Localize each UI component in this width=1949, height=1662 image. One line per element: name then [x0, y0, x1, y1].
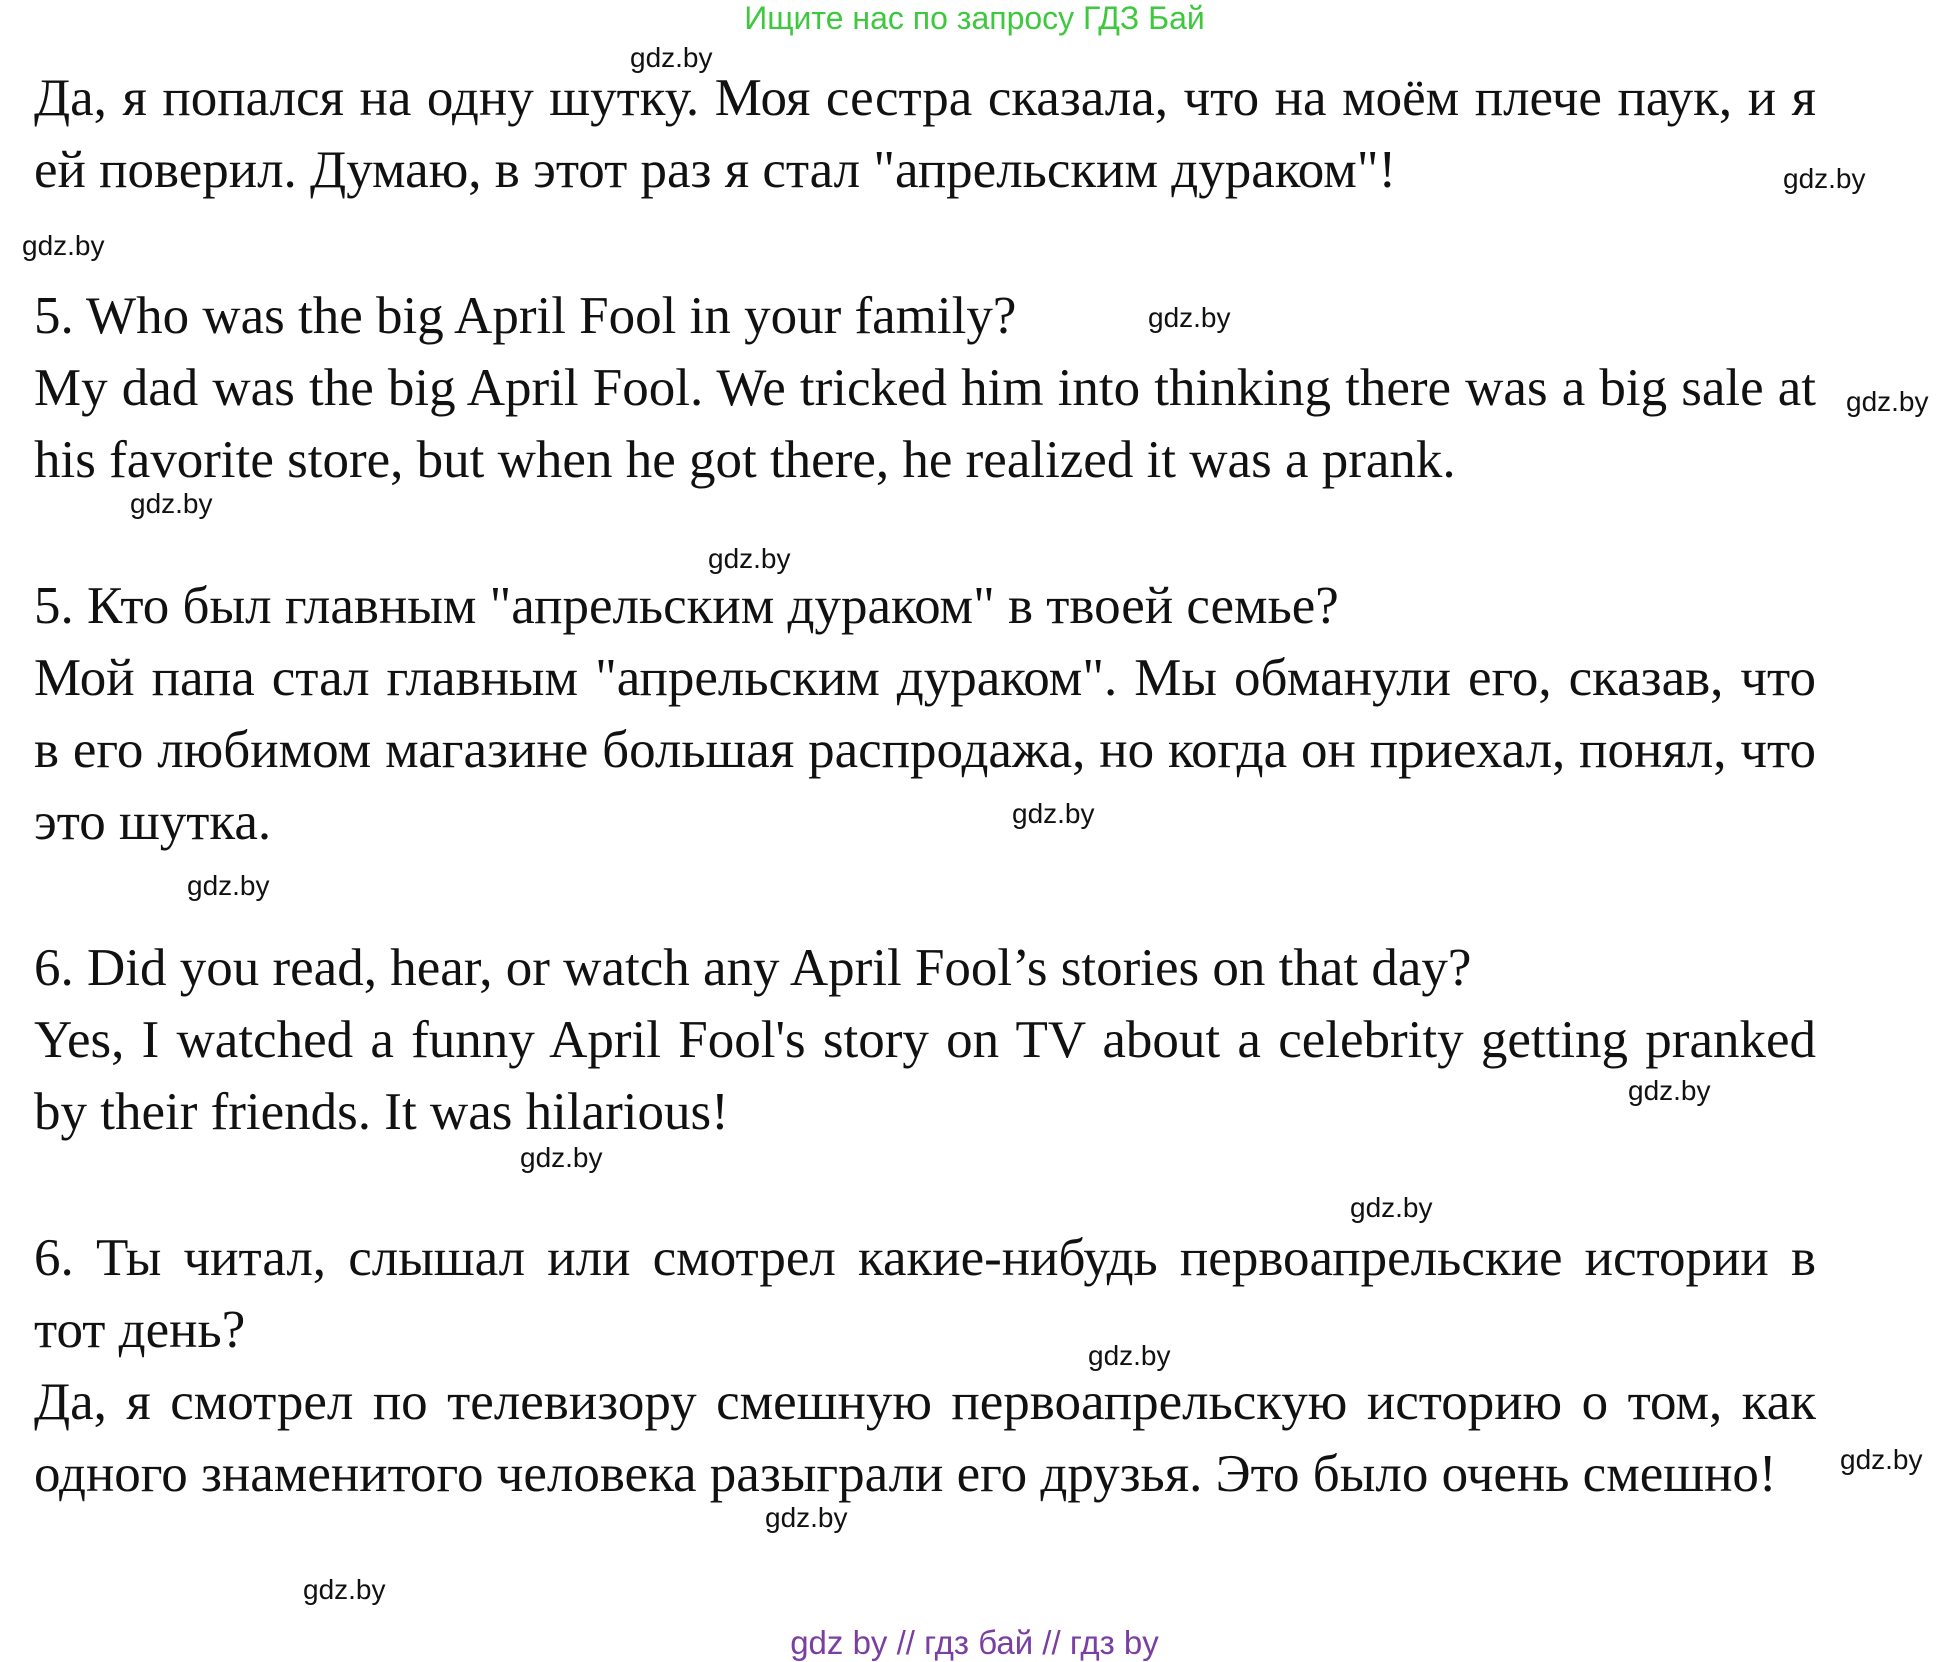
watermark: gdz.by — [520, 1142, 603, 1173]
question-6-ru-block — [34, 1222, 1816, 1510]
question-5-en-block — [34, 280, 1816, 496]
question-5-ru: 5. Кто был главным "апрельским дураком" в твоей семье? — [34, 577, 1339, 635]
watermark: gdz.by — [1350, 1192, 1433, 1223]
watermark: gdz.by — [130, 488, 213, 519]
answer-6-en: Yes, I watched a funny April Fool's story on TV about a celebrity getting pranked by their friends. It was hilarious! — [34, 1011, 1816, 1141]
watermark: gdz.by — [1012, 798, 1095, 829]
question-6-en-block — [34, 932, 1816, 1148]
watermark: gdz.by — [765, 1502, 848, 1533]
question-6-en: 6. Did you read, hear, or watch any April Fool’s stories on that day? — [34, 939, 1472, 997]
watermark: gdz.by — [22, 230, 105, 261]
watermark: gdz.by — [1148, 302, 1231, 333]
watermark: gdz.by — [1840, 1444, 1923, 1475]
watermark: gdz.by — [1846, 386, 1929, 417]
watermark: gdz.by — [708, 543, 791, 574]
watermark: gdz.by — [1628, 1075, 1711, 1106]
watermark: gdz.by — [630, 42, 713, 73]
question-5-en: 5. Who was the big April Fool in your family? — [34, 287, 1017, 345]
watermark: gdz.by — [303, 1574, 386, 1605]
answer-5-en: My dad was the big April Fool. We tricked him into thinking there was a big sale at his favorite store, but when he got there, he realized it was a prank. — [34, 359, 1816, 489]
watermark: gdz.by — [187, 870, 270, 901]
answer-6-ru: Да, я смотрел по телевизору смешную первоапрельскую историю о том, как одного знаменитого человека разыграли его друзья. Это было очень смешно! — [34, 1373, 1816, 1503]
watermark: gdz.by — [1783, 163, 1866, 194]
footer-links[interactable]: gdz by // гдз бай // гдз by — [790, 1624, 1159, 1661]
question-5-ru-block — [34, 570, 1816, 858]
question-6-ru: 6. Ты читал, слышал или смотрел какие-нибудь первоапрельские истории в тот день? — [34, 1229, 1816, 1359]
answer-5-ru: Мой папа стал главным "апрельским дураком". Мы обманули его, сказав, что в его любимом магазине большая распродажа, но когда он приехал, понял, что это шутка. — [34, 649, 1816, 851]
watermark: gdz.by — [1088, 1340, 1171, 1371]
answer-4-ru: Да, я попался на одну шутку. Моя сестра сказала, что на моём плече паук, и я ей поверил. Думаю, в этот раз я стал "апрельским дураком"! — [34, 69, 1816, 199]
search-hint: Ищите нас по запросу ГДЗ Бай — [744, 0, 1205, 36]
document-body — [34, 62, 1816, 1510]
